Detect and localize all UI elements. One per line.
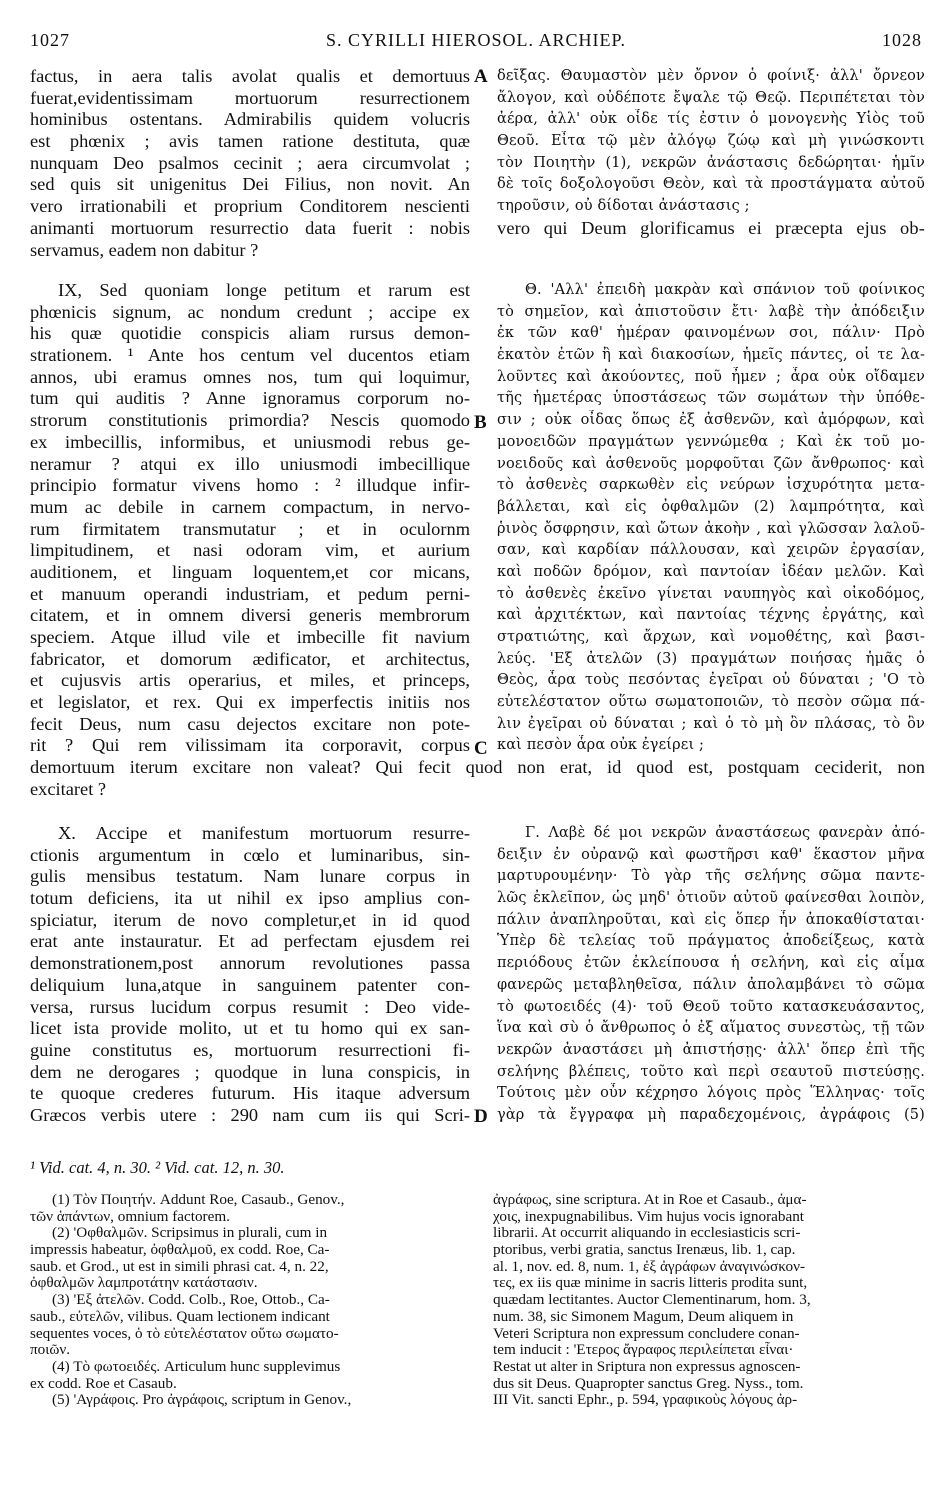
footnotes-right <box>493 1192 925 1409</box>
text-line: fabricator, et domorum ædificator, et architectus, <box>30 648 470 669</box>
text-line: καὶ ποδῶν δρόμον, καὶ παντοίαν ἰδέαν μελῶν. Καὶ <box>497 563 925 580</box>
margin-marker-d: D <box>474 1106 488 1127</box>
text-line: vero irrationabili et proprium Conditorem nescienti <box>30 196 470 217</box>
margin-marker-a: A <box>474 66 488 87</box>
page-header <box>0 30 952 60</box>
footnote-line: III Vit. sancti Ephr., p. 594, γραφικοὺς λόγους ἀρ- <box>493 1392 798 1409</box>
text-line: Θεὸς, ἆρα τοὺς πεσόντας ἐγεῖραι οὐ δύναται ; 'Ο τὸ <box>497 672 925 689</box>
text-line: animanti mortuorum resurrectio data fuerit : nobis <box>30 217 470 238</box>
footnote-line: ἀγράφως, sine scriptura. At in Roe et Casaub., ἀμα- <box>493 1192 807 1208</box>
footnote-line: num. 38, sic Simonem Magum, Deum aliquem in <box>493 1308 794 1325</box>
text-line: mum ac debile in carnem compactum, in nervo- <box>30 496 470 517</box>
text-line: λῶς ἐκλεῖπον, ὡς μηδ' ὁτιοῦν αὐτοῦ φαίνεσθαι λοιπὸν, <box>497 890 925 907</box>
text-line: πάλιν ἀναπληροῦται, καὶ εἰς ὅπερ ἦν ἀποκαθίσταται· <box>497 911 925 928</box>
margin-marker-b: B <box>474 412 487 433</box>
text-line: strorum constitutionis primordia? Nescis quomodo <box>30 410 470 431</box>
footnote-line: (3) 'Εξ ἀτελῶν. Codd. Colb., Roe, Ottob., Ca- <box>52 1292 330 1309</box>
text-line: φανερῶς μεταβληθεῖσα, πάλιν ἀπολαμβάνει τὸ σῶμα <box>497 976 925 993</box>
text-line: auditionem, et linguam loquentem,et cor micans, <box>30 561 470 582</box>
text-line: strationem. ¹ Ante hos centum vel ducentos etiam <box>30 345 470 366</box>
text-line: δεῖξας. Θαυμαστὸν μὲν ὄρνον ὁ φοίνιξ· ἀλλ' ὄρνεον <box>497 68 925 84</box>
text-line: vero qui Deum glorificamus ei præcepta ejus ob- <box>497 217 925 238</box>
text-line: licet ista provide molito, ut et tu homo qui ex san- <box>30 1018 470 1039</box>
text-line: δὲ τοῖς δοξολογοῦσι Θεὸν, καὶ τὰ προστάγματα αὐτοῦ <box>497 176 925 193</box>
text-line: hominibus ostentans. Admirabilis quidem volucris <box>30 109 470 130</box>
text-line: dem ne derogares ; quodque in luna conspicis, in <box>30 1061 470 1082</box>
text-line: IX, Sed quoniam longe petitum et rarum est <box>58 280 470 300</box>
footnote-line: impressis habeatur, ὀφθαλμοῦ, ex codd. Roe, Ca- <box>30 1242 330 1259</box>
text-line: καὶ πεσὸν ἆρα οὐκ ἐγείρει ; <box>497 737 705 754</box>
footnote-line: tem inducit : 'Ετερος ἄγραφος περιλείπεται εἶναι· <box>493 1342 794 1359</box>
footnote-line: ὀφθαλμῶν λαμπροτάτην κατάστασιν. <box>30 1275 258 1292</box>
text-line: Τούτοις μὲν οὖν κέχρησο λόγοις πρὸς Ἕλληνας· τοῖς <box>497 1085 925 1102</box>
footnote-line: sequentes voces, ὁ τὸ εὐτελέστατον οὕτω σωματο- <box>30 1325 339 1342</box>
footnote-line: quædam lectitantes. Auctor Clementinarum, hom. 3, <box>493 1292 811 1309</box>
text-line: Θ. 'Αλλ' ἐπειδὴ μακρὰν καὶ σπάνιον τοῦ φοίνικος <box>525 282 925 298</box>
text-line: demortuum iterum excitare non valeat? Qui fecit quod non erat, id quod est, postquam ceciderit, non <box>30 757 925 777</box>
text-line: rum firmitatem transmutatur ; et in oculornm <box>30 518 470 539</box>
footnotes-left <box>30 1192 460 1409</box>
latin-column-block-3 <box>30 823 470 1127</box>
text-line: tum qui auditis ? Anne ignoramus corporum no- <box>30 388 470 409</box>
footnote-line: τες, ex iis quæ minime in sacris litteris prodita sunt, <box>493 1275 808 1292</box>
text-line: Græcos verbis utere : 290 nam cum iis qui Scri- <box>30 1104 470 1125</box>
latin-column-block-2 <box>30 280 470 757</box>
footnote-line: ποιῶν. <box>30 1342 71 1359</box>
text-line: μαρτυρουμένην· Τὸ γὰρ τῆς σελήνης σῶμα παντε- <box>497 868 925 885</box>
footnote-line: al. 1, nov. ed. 8, num. 1, ἐξ ἀγράφων ἀναγινώσκον- <box>493 1258 806 1275</box>
text-line: sed quis sit unigenitus Dei Filius, non novit. An <box>30 174 470 195</box>
page-number-right: 1028 <box>882 30 922 50</box>
text-line: ἐκ τῶν καθ' ἡμέραν φαινομένων σοι, πάλιν· Πρὸ <box>497 325 925 342</box>
text-line: καὶ ἀρχιτέκτων, καὶ παντοίας τέχνης ἐργάτης, καὶ <box>497 607 925 624</box>
footnote-line: χοις, inexpugnabilibus. Vim hujus vocis ignorabant <box>493 1208 805 1225</box>
footnote-line: τῶν ἁπάντων, omnium factorem. <box>30 1208 230 1225</box>
footnote-line: Restat ut alter in Sriptura non expressus agnoscen- <box>493 1358 801 1375</box>
text-line: spiciatur, iterum de novo completur,et in id quod <box>30 909 470 930</box>
text-line: annos, ubi eramus omnes nos, tum qui loquimur, <box>30 366 470 387</box>
text-line: fuerat,evidentissimam mortuorum resurrectionem <box>30 87 470 108</box>
text-line: nunquam Deo psalmos cecinit ; aera circumvolat ; <box>30 152 470 173</box>
text-line: factus, in aera talis avolat qualis et demortuus <box>30 66 470 86</box>
text-line: νοειδοῦς καὶ ἀσθενοῦς μορφοῦται ζῶν ἄνθρωπος· καὶ <box>497 455 925 472</box>
text-line: versa, rursus lucidum corpus resumit : Deo vide- <box>30 996 470 1017</box>
cross-references: ¹ Vid. cat. 4, n. 30. ² Vid. cat. 12, n. 30. <box>30 1158 285 1177</box>
footnote-line: librarii. At occurrit aliquando in ecclesiasticis scri- <box>493 1225 801 1242</box>
text-line: ἀέρα, ἀλλ' οὐκ οἶδε τίς ἐστιν ὁ μονογενὴς Υἱὸς τοῦ <box>497 111 925 128</box>
text-line: γὰρ τὰ ἔγγραφα μὴ παραδεχομένοις, ἀγράφοις (5) <box>497 1106 925 1123</box>
text-line: τηροῦσιν, οὐ δίδοται ἀνάστασις ; <box>497 198 750 215</box>
text-line: est phœnix ; avis tamen ratione destituta, quæ <box>30 131 470 152</box>
text-line: ex imbecillis, informibus, et uniusmodi rebus ge- <box>30 431 470 452</box>
text-line: ἵνα καὶ σὺ ὁ ἄνθρωπος ὁ ἐξ αἵματος συνεστὼς, τῇ τῶν <box>497 1020 925 1037</box>
footnote-line: ptoribus, verbi gratia, sanctus Irenæus, lib. 1, cap. <box>493 1242 796 1259</box>
text-line: citatem, et in omnem diversi generis membrorum <box>30 605 470 626</box>
text-line: speciem. Atque illud vile et imbecille fit navium <box>30 627 470 647</box>
text-line: λιν ἐγεῖραι οὐ δύναται ; καὶ ὁ τὸ μὴ ὂν πλάσας, τὸ ὂν <box>497 715 925 732</box>
footnote-line: ex codd. Roe et Casaub. <box>30 1375 177 1392</box>
text-line: δειξιν ἐν οὐρανῷ καὶ φωστῆρσι καθ' ἕκαστον μῆνα <box>497 846 925 863</box>
text-line: σαν, καὶ καρδίαν πάλλουσαν, καὶ χειρῶν ἐργασίαν, <box>497 542 925 559</box>
footnote-line: (5) 'Αγράφοις. Pro ἀγράφοις, scriptum in Genov., <box>52 1392 352 1409</box>
text-line: deliquium luna,atque in sanguinem patenter con- <box>30 974 470 995</box>
text-line: λοῦντες καὶ ἀκούοντες, ποῦ ἦμεν ; ἆρα οὐκ οἴδαμεν <box>497 368 925 385</box>
footnote-line: dus sit Deus. Quapropter sanctus Greg. Nyss., tom. <box>493 1375 804 1392</box>
text-line: ἄλογον, καὶ οὐδέποτε ἔψαλε τῷ Θεῷ. Περιπέτεται τὸν <box>497 89 925 106</box>
text-line: fecit Deus, num casu dejectos excitare non pote- <box>30 713 470 734</box>
text-line: περιόδους ἐτῶν ἐκλείπουσα ἡ σελήνη, καὶ εἰς αἷμα <box>497 955 925 972</box>
text-line: et legislator, et rex. Qui ex imperfectis initiis nos <box>30 692 470 713</box>
text-line: λεύς. 'Εξ ἀτελῶν (3) πραγμάτων ποιήσας ἡμᾶς ὁ <box>497 650 925 667</box>
text-line: μονοειδῶν πραγμάτων γεννώμεθα ; Καὶ ἐκ τοῦ μο- <box>497 433 925 450</box>
text-line: ῥινὸς ὄσφρησιν, καὶ ὤτων ἀκοὴν , καὶ γλῶσσαν λαλοῦ- <box>497 520 925 537</box>
text-line: erat ante instauratur. Et ad perfectam ejusdem rei <box>30 931 470 952</box>
footnote-line: Veteri Scriptura non expressum concludere conan- <box>493 1325 800 1342</box>
footnote-line: saub., εὐτελῶν, vilibus. Quam lectionem indicant <box>30 1308 330 1325</box>
text-line: principio formatur vivens homo : ² illudque infir- <box>30 475 470 496</box>
margin-marker-c: C <box>474 738 488 759</box>
text-line: τὸ ἀσθενὲς ἐκεῖνο γίνεται ναυπηγὸς καὶ οἰκοδόμος, <box>497 585 925 602</box>
text-line: τὸ ἀσθενὲς σαρκωθὲν εἰς νεύρων ἰσχυρότητα μετα- <box>497 477 925 494</box>
text-line: Θεοῦ. Εἶτα τῷ μὲν ἀλόγῳ ζώῳ καὶ μὴ γινώσκοντι <box>497 133 925 150</box>
text-line: Ὑπὲρ δὲ τελείας τοῦ πράγματος ἀποδείξεως, κατὰ <box>497 933 925 950</box>
latin-column-block-1 <box>30 66 470 261</box>
text-line: et cujusvis artis operarius, et miles, et princeps, <box>30 670 470 691</box>
text-line: τὸν Ποιητὴν (1), νεκρῶν ἀνάστασις δεδώρηται· ἡμῖν <box>497 154 925 171</box>
page-number-left: 1027 <box>30 30 70 50</box>
text-line: στρατιώτης, καὶ ἄρχων, καὶ νομοθέτης, καὶ βασι- <box>497 629 925 645</box>
text-line: totum deficiens, ita ut nihil ex ipso amplius con- <box>30 888 470 909</box>
text-line: excitaret ? <box>30 778 107 799</box>
running-title: S. CYRILLI HIEROSOL. ARCHIEP. <box>325 30 627 50</box>
greek-column-block-2 <box>497 280 925 757</box>
text-line: gulis mensibus testatum. Nam lunare corpus in <box>30 866 470 887</box>
text-line: his quæ quotidie conspicis aliam rursus demon- <box>30 323 470 344</box>
text-line: servamus, eadem non dabitur ? <box>30 239 259 260</box>
footnote-line: (2) 'Οφθαλμῶν. Scripsimus in plurali, cum in <box>52 1225 328 1242</box>
text-line: τῆς ἡμετέρας ὑποστάσεως τῶν σωμάτων τὴν ὑπόθε- <box>497 390 925 407</box>
text-line: Γ. Λαβὲ δέ μοι νεκρῶν ἀναστάσεως φανερὰν ἀπό- <box>525 825 925 841</box>
text-line: neramur ? atqui ex illo uniusmodi imbecillique <box>30 453 470 474</box>
text-line: ctionis argumentum in cœlo et luminaribus, sin- <box>30 844 470 865</box>
footnote-line: (1) Τὸν Ποιητήν. Addunt Roe, Casaub., Genov., <box>52 1192 345 1208</box>
text-line: phœnicis signum, ac nondum credunt ; accipe ex <box>30 301 470 322</box>
footnote-line: saub. et Grod., ut est in simili phrasi cat. 4, n. 22, <box>30 1258 329 1275</box>
text-line: et manuum operandi industriam, et pedum perni- <box>30 583 470 604</box>
text-line: νεκρῶν ἀναστάσει μὴ ἀπιστήσῃς· ἀλλ' ὅπερ ἐπὶ τῆς <box>497 1041 925 1058</box>
full-width-continuation <box>30 757 925 800</box>
text-line: ἑκατὸν ἐτῶν ἢ καὶ διακοσίων, ἡμεῖς πάντες, οἱ τε λα- <box>497 347 925 364</box>
text-line: demonstrationem,post annorum revolutiones passa <box>30 953 470 974</box>
text-line: σιν ; οὐκ οἶδας ὅπως ἐξ ἀσθενῶν, καὶ ἀμόρφων, καὶ <box>497 412 925 429</box>
text-line: rit ? Qui rem vilissimam ita corporavit, corpus <box>30 735 470 756</box>
text-line: X. Accipe et manifestum mortuorum resurre- <box>58 823 470 843</box>
text-line: τὸ σημεῖον, καὶ ἀπιστοῦσιν ἔτι· λαβὲ τὴν ἀπόδειξιν <box>497 303 925 320</box>
greek-column-block-1 <box>497 66 925 240</box>
greek-column-block-3 <box>497 823 925 1127</box>
text-line: te quoque crederes futurum. His itaque adversum <box>30 1083 470 1104</box>
text-line: guine constitutus es, mortuorum resurrectioni fi- <box>30 1039 470 1060</box>
text-line: σελήνης βλέπεις, τοῦτο καὶ περὶ σεαυτοῦ πιστεύσῃς. <box>497 1063 925 1080</box>
footnote-line: (4) Τὸ φωτοειδές. Articulum hunc supplevimus <box>52 1358 341 1375</box>
text-line: limpitudinem, et nasi odoram vim, et aurium <box>30 540 470 561</box>
text-line: βάλλεται, καὶ εἰς ὀφθαλμῶν (2) λαμπρότητα, καὶ <box>497 498 925 515</box>
text-line: τὸ φωτοειδές (4)· τοῦ Θεοῦ τοῦτο κατασκευάσαντος, <box>497 998 925 1015</box>
text-line: εὐτελέστατον οὕτω σωματοποιῶν, τὸ πεσὸν σῶμα πά- <box>497 694 925 711</box>
